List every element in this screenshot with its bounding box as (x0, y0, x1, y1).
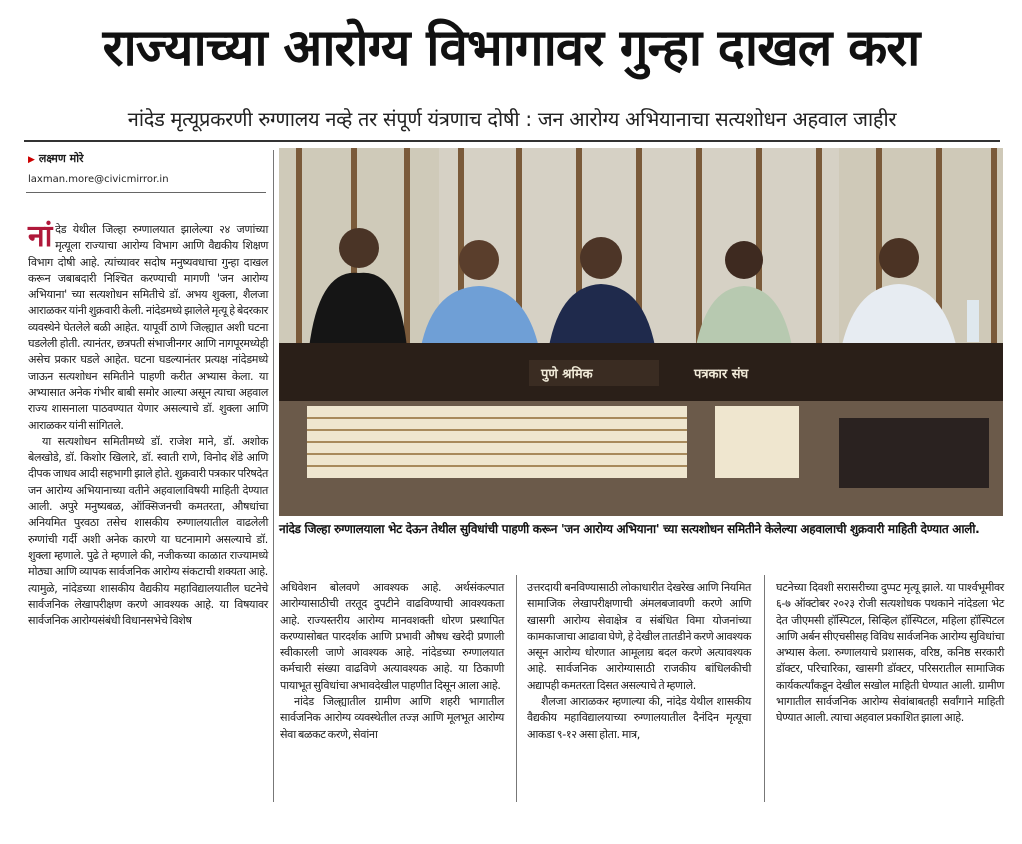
banner-right-text: पत्रकार संघ (694, 367, 749, 382)
banner-left-text: पुणे श्रमिक (541, 367, 593, 382)
author-name: लक्ष्मण मोरे (38, 152, 84, 165)
article-column-3 (527, 580, 751, 743)
byline-divider (26, 192, 266, 193)
press-conference-photo (279, 148, 1003, 516)
article-column-4 (776, 580, 1004, 727)
header-rule (24, 140, 1000, 142)
article-paragraph: उत्तरदायी बनविण्यासाठी लोकाधारीत देखरेख आणि नियमित सामाजिक लेखापरीक्षणाची अंमलबजावणी करणे आणि खासगी आरोग्य सेवाक्षेत्र व संबंधित विमा योजनांच्या कामकाजाचा आढावा घेणे, हे देखील तातडीने करणे आवश्यक असून आरोग्य धोरणात आमूलाग्र बदल करणे अत्यावश्यक आहे. सार्वजनिक आरोग्यासाठी राजकीय बांधिलकीची अद्यापही कमतरता दिसत असल्याचे ते म्हणाले. (527, 581, 751, 692)
headline: राज्याच्या आरोग्य विभागावर गुन्हा दाखल करा (102, 19, 920, 78)
author-email[interactable]: laxman.more@civicmirror.in (28, 174, 169, 185)
article-paragraph: अधिवेशन बोलवणे आवश्यक आहे. अर्थसंकल्पात आरोग्यासाठीची तरतूद दुपटीने वाढविण्याची आवश्यकता आहे. राज्यस्तरीय आरोग्य मानवशक्ती धोरण प्रस्थापित करण्यासोबत पारदर्शक आणि प्रभावी औषध खरेदी प्रणाली स्वीकारली जाणे आवश्यक आहे. नांदेडच्या रुग्णालयात कर्मचारी संख्या वाढविणे अत्यावश्यक आहे. या ठिकाणी पायाभूत सुविधांचा अभावदेखील पाहणीत दिसून आला आहे. (280, 581, 504, 692)
photo-caption: नांदेड जिल्हा रुग्णालयाला भेट देऊन तेथील सुविधांची पाहणी करून 'जन आरोग्य अभियाना' च्या सत्यशोधन समितीने केलेल्या अहवालाची शुक्रवारी माहिती देण्यात आली. (279, 522, 980, 536)
article-paragraph: घटनेच्या दिवशी सरासरीच्या दुप्पट मृत्यू झाले. या पार्श्वभूमीवर ६-७ ऑक्टोबर २०२३ रोजी सत्यशोधक पथकाने नांदेडला भेट देत जीएमसी हॉस्पिटल, सिव्हिल हॉस्पिटल, महिला हॉस्पिटल आणि अर्बन सीएचसीसह विविध सार्वजनिक आरोग्य सुविधांचा अभ्यास केला. रुग्णालयाचे प्रशासक, वरिष्ठ, कनिष्ठ सरकारी डॉक्टर, परिचारिका, खासगी डॉक्टर, परिसरातील सामाजिक कार्यकर्त्यांकडून देखील सखोल माहिती घेण्यात आली. ग्रामीण भागातील सार्वजनिक आरोग्य सेवांबाबतही सर्वांगाने माहिती घेण्यात आली. त्याचा अहवाल प्रकाशित झाला आहे. (776, 581, 1004, 725)
subheadline: नांदेड मृत्यूप्रकरणी रुग्णालय नव्हे तर संपूर्ण यंत्रणाच दोषी : जन आरोग्य अभियानाचा सत्यशोधन अहवाल जाहीर (127, 107, 897, 131)
article-paragraph: शैलजा आराळकर म्हणाल्या की, नांदेड येथील शासकीय वैद्यकीय महाविद्यालयाच्या रुग्णालयातील दैनंदिन मृत्यूचा आकडा ९-१२ असा होता. मात्र, (527, 695, 751, 741)
article-paragraph: या सत्यशोधन समितीमध्ये डॉ. राजेश माने, डॉ. अशोक बेलखोडे, डॉ. किशोर खिलारे, डॉ. स्वाती राणे, विनोद शेंडे आणि दीपक जाधव आदी सहभागी झाले होते. शुक्रवारी पत्रकार परिषदेत जन आरोग्य अभियानाच्या वतीने अहवालाविषयी माहिती देण्यात आली. अपुरे मनुष्यबळ, ऑक्सिजनची कमतरता, औषधांचा अनियमित पुरवठा तसेच शासकीय रुग्णालयातील वाढलेली रुग्णांची गर्दी अशी अनेक कारणे या घटनामागे असल्याचे डॉ. शुक्ला म्हणाले. पुढे ते म्हणाले की, नजीकच्या काळात राज्यामध्ये मोठ्या आणि व्यापक सार्वजनिक आरोग्य संकटाची शक्यता आहे. त्यामुळे, नांदेडच्या शासकीय वैद्यकीय महाविद्यालयातील घटनेचे सार्वजनिक लेखापरीक्षण करणे आवश्यक आहे. या विषयावर सार्वजनिक आरोग्यसंबंधी विधानसभेचे विशेष (28, 434, 268, 628)
column-divider (273, 150, 274, 802)
article-column-1 (28, 219, 268, 629)
byline-marker-icon: ▶ (28, 155, 35, 165)
article-paragraph: नांदेड जिल्ह्यातील ग्रामीण आणि शहरी भागातील सार्वजनिक आरोग्य व्यवस्थेतील तज्ज्ञ आणि मूलभूत आरोग्य सेवा बळकट करणे, सेवांना (280, 695, 504, 741)
column-divider (516, 575, 517, 802)
drop-cap: नां (28, 219, 53, 254)
column-divider (764, 575, 765, 802)
article-column-2 (280, 580, 504, 743)
article-paragraph: नांदेड येथील जिल्हा रुग्णालयात झालेल्या २४ जणांच्या मृत्यूला राज्याचा आरोग्य विभाग आणि वैद्यकीय शिक्षण विभाग दोषी आहे. त्यांच्यावर सदोष मनुष्यवधाचा गुन्हा दाखल करून जबाबदारी निश्चित करण्याची मागणी 'जन आरोग्य अभियाना' च्या सत्यशोधन समितीचे डॉ. अभय शुक्ला, शैलजा आराळकर यांनी शुक्रवारी केली. नांदेडमध्ये झालेले मृत्यू हे बेदरकार व्यवस्थेने घेतलेले बळी आहेत. यापूर्वी ठाणे जिल्ह्यात अशी घटना घडलेली होती. त्यानंतर, छत्रपती संभाजीनगर आणि नागपूरमध्येही असेच प्रकार घडले आहेत. घटना घडल्यानंतर प्रत्यक्ष नांदेडमध्ये जाऊन सत्यशोधन समितीने पाहणी करीत अभ्यास केला. या अभ्यासात अनेक गंभीर बाबी समोर आल्या असून त्याचा अहवाल राज्य शासनाला पाठवण्यात येणार असल्याचे डॉ. शुक्ला आणि आराळकर यांनी सांगितले. (28, 219, 268, 432)
byline (28, 151, 84, 166)
